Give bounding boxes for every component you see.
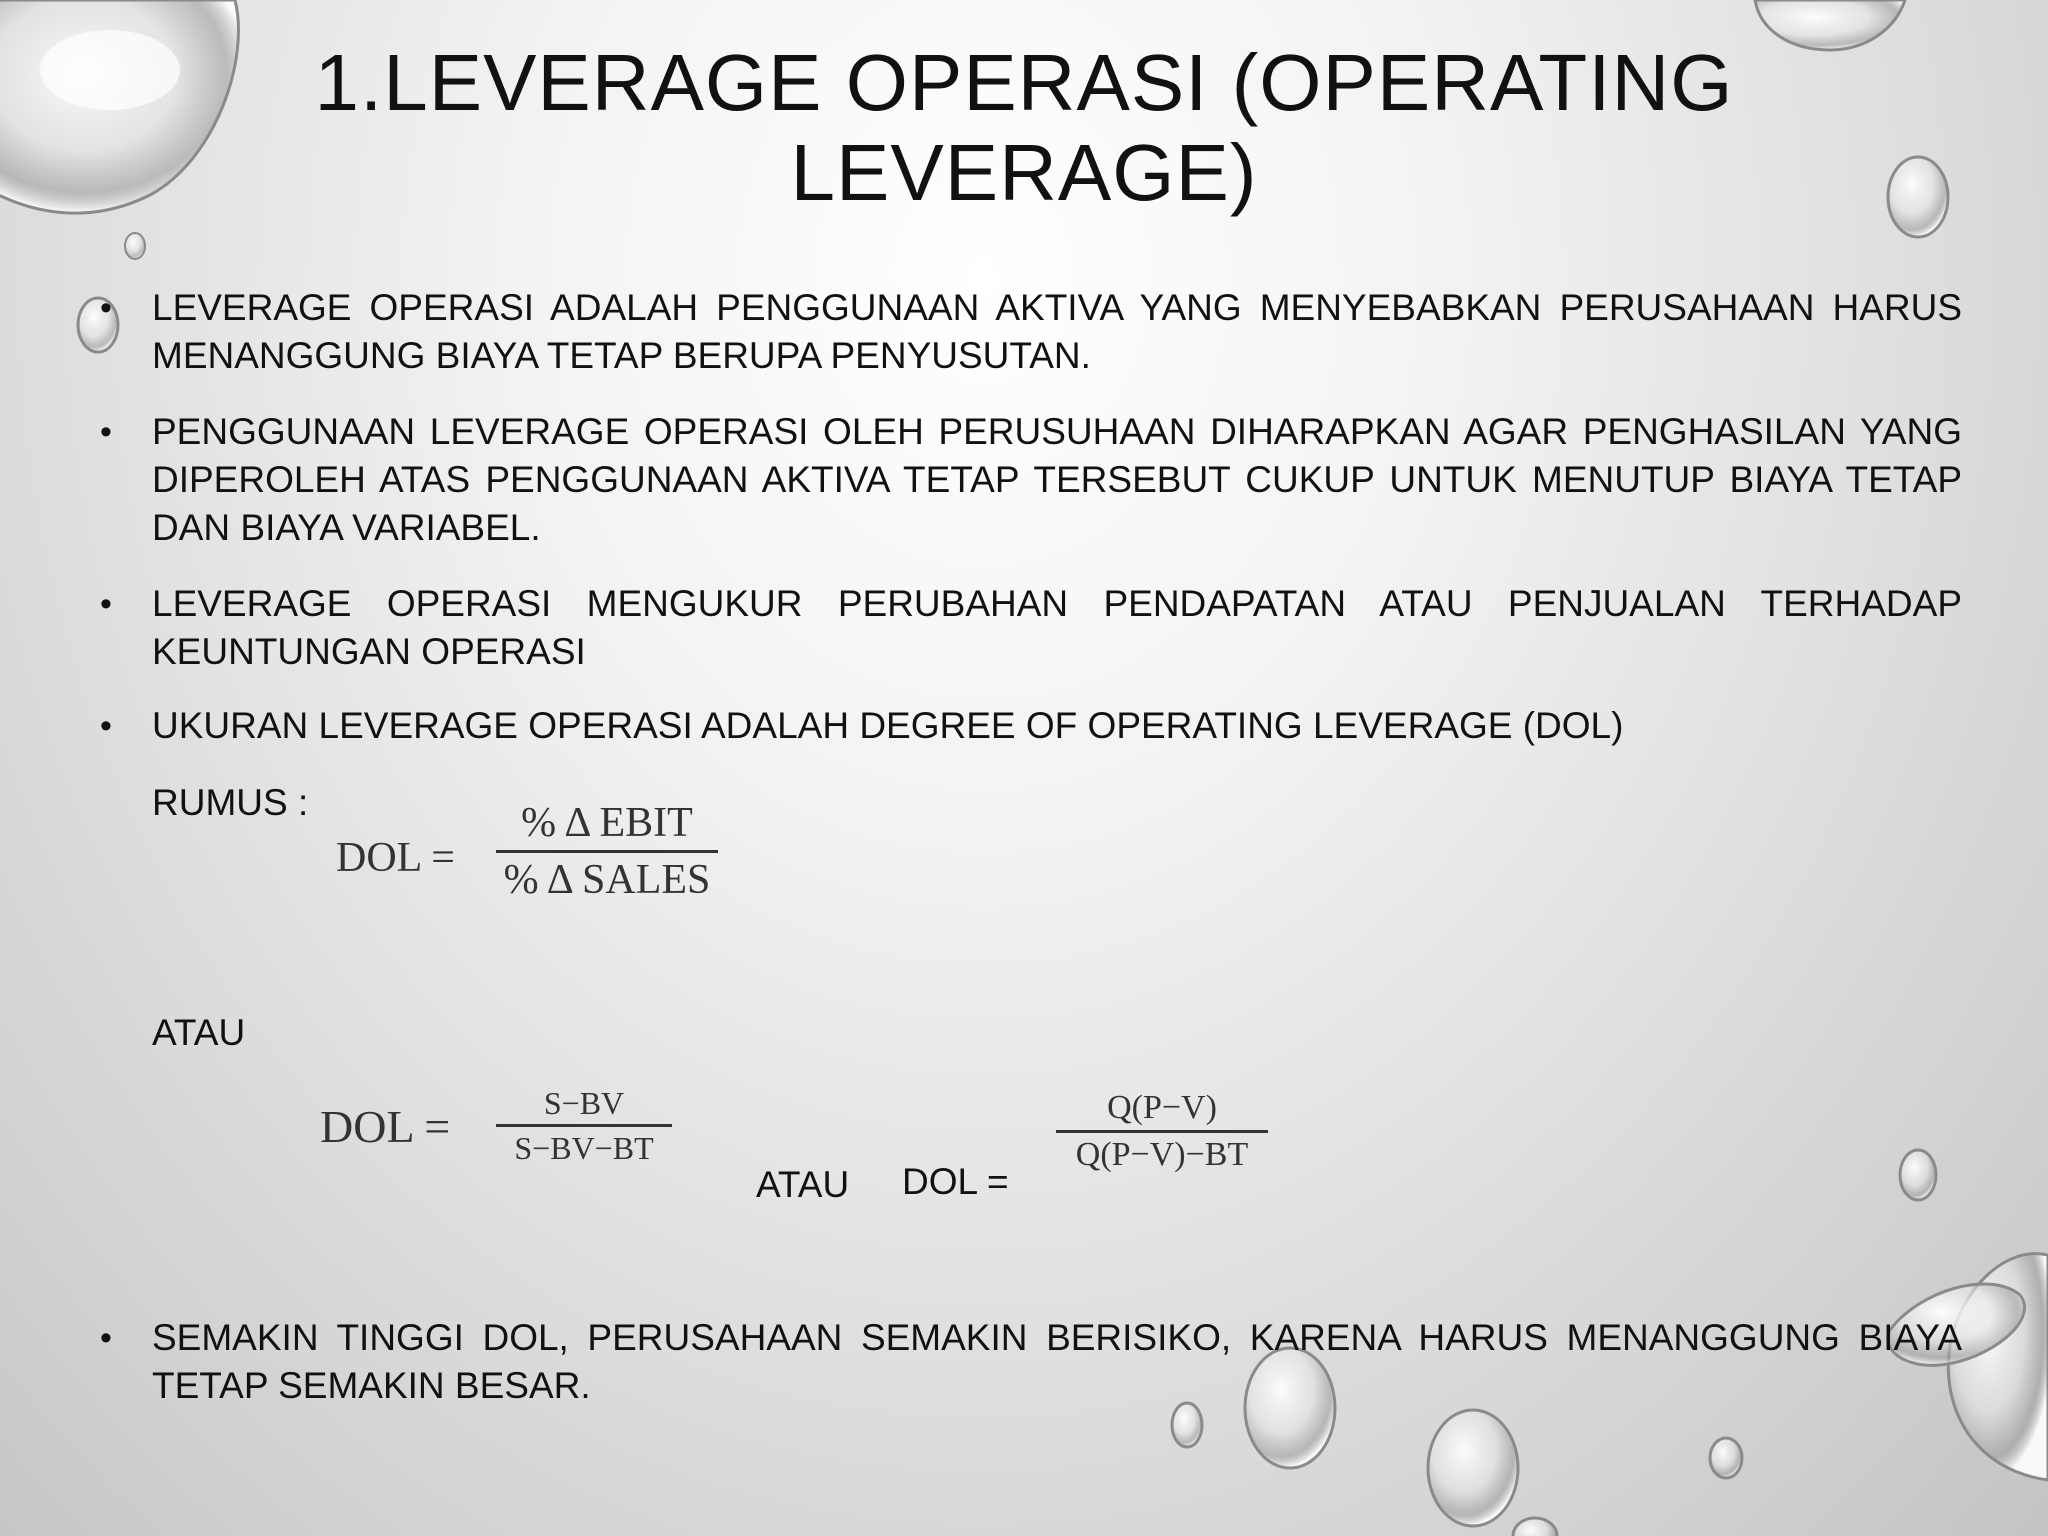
rumus-label: RUMUS : [152, 782, 309, 823]
formula-1-numerator: % Δ EBIT [521, 800, 693, 846]
slide-title: 1.LEVERAGE OPERASI (OPERATING LEVERAGE) [314, 38, 1734, 217]
formula-1-fraction [496, 796, 718, 907]
formula-3-denominator: Q(P−V)−BT [1075, 1136, 1249, 1173]
bullet-1: • LEVERAGE OPERASI ADALAH PENGGUNAAN AKTIVA YANG MENYEBABKAN PERUSAHAAN HARUS MENANGGUNG BIAYA TETAP BERUPA PENYUSUTAN. [152, 284, 1962, 380]
formula-2-fraction [496, 1082, 672, 1169]
drop-small-3 [78, 298, 118, 352]
formula-2-denominator: S−BV−BT [514, 1130, 654, 1166]
drop-top-left [0, 0, 238, 213]
bullet-3: • LEVERAGE OPERASI MENGUKUR PERUBAHAN PENDAPATAN ATAU PENJUALAN TERHADAP KEUNTUNGAN OPERASI [152, 580, 1962, 676]
atau-inline: ATAU [756, 1164, 850, 1205]
formula-2-lhs: DOL = [320, 1101, 451, 1152]
drop-bottom-5 [1513, 1518, 1557, 1536]
formula-3-lhs: DOL = [902, 1161, 1009, 1202]
bullet-4: • UKURAN LEVERAGE OPERASI ADALAH DEGREE OF OPERATING LEVERAGE (DOL) [152, 702, 1962, 750]
formula-2-numerator: S−BV [543, 1085, 625, 1121]
formula-3-fraction [1056, 1086, 1268, 1177]
drop-small-1 [1888, 157, 1948, 237]
formula-3-numerator: Q(P−V) [1107, 1089, 1217, 1126]
drop-small-4 [1900, 1150, 1936, 1200]
formula-1-lhs: DOL = [336, 835, 455, 881]
drop-bottom-4 [1710, 1438, 1742, 1478]
drop-small-2 [125, 233, 145, 259]
drop-bottom-3 [1428, 1410, 1518, 1526]
bullet-5: • SEMAKIN TINGGI DOL, PERUSAHAAN SEMAKIN BERISIKO, KARENA HARUS MENANGGUNG BIAYA TETAP SEMAKIN BESAR. [152, 1314, 1962, 1410]
bullet-2: • PENGGUNAAN LEVERAGE OPERASI OLEH PERUSUHAAN DIHARAPKAN AGAR PENGHASILAN YANG DIPEROLEH ATAS PENGGUNAAN AKTIVA TETAP TERSEBUT CUKUP UNTUK MENUTUP BIAYA TETAP DAN BIAYA VARIABEL. [152, 408, 1962, 552]
atau-label: ATAU [152, 1012, 246, 1053]
formula-1-denominator: % Δ SALES [503, 857, 711, 903]
